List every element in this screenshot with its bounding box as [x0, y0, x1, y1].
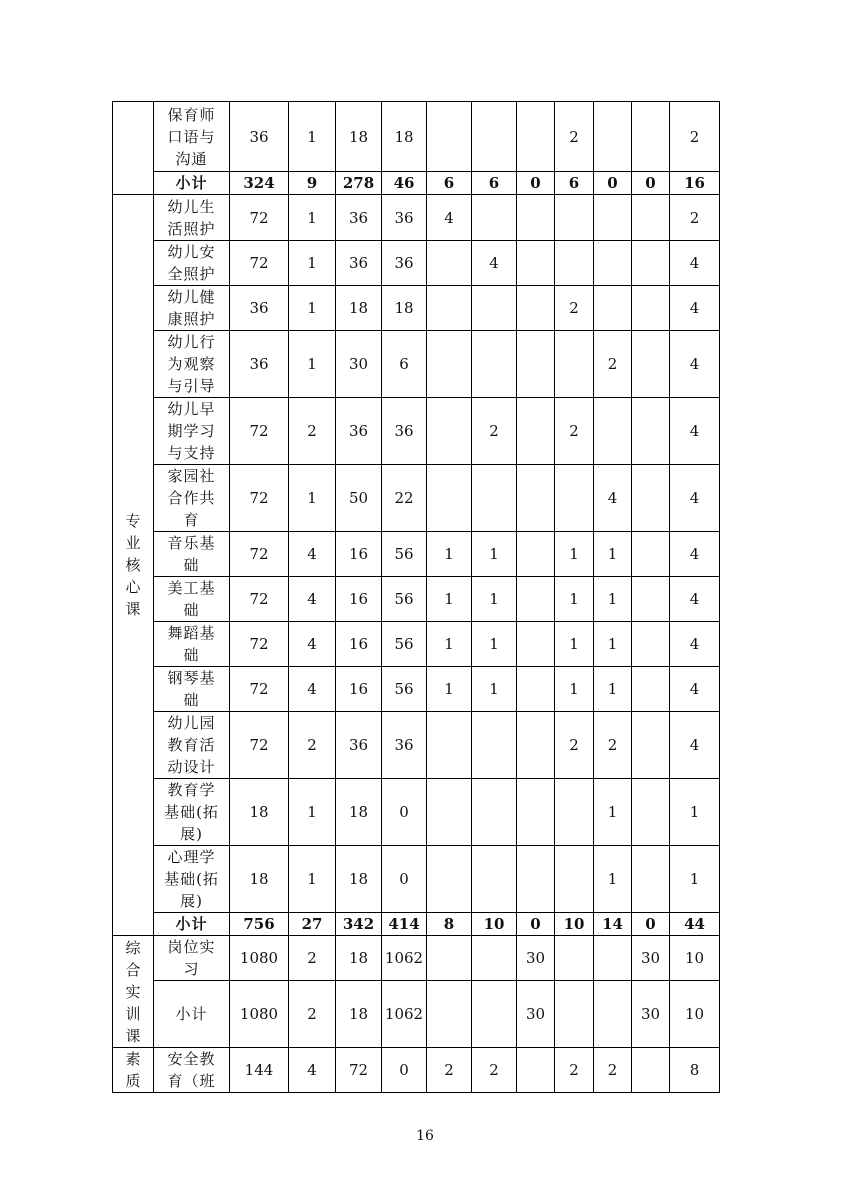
- course-name-cell: 保育师 口语与 沟通: [154, 102, 230, 172]
- course-name-cell: 幼儿行 为观察 与引导: [154, 331, 230, 398]
- course-name-cell: 幼儿安 全照护: [154, 241, 230, 286]
- course-name-cell: 幼儿生 活照护: [154, 195, 230, 241]
- value-cell: [472, 331, 517, 398]
- value-cell: [555, 331, 594, 398]
- value-cell: 2: [289, 398, 336, 465]
- value-cell: 56: [382, 667, 427, 712]
- value-cell: 72: [230, 195, 289, 241]
- value-cell: [517, 779, 555, 846]
- value-cell: 18: [336, 981, 382, 1048]
- value-cell: [472, 981, 517, 1048]
- category-cell: [113, 195, 154, 936]
- value-cell: 72: [230, 241, 289, 286]
- value-cell: [555, 465, 594, 532]
- value-cell: [555, 846, 594, 913]
- category-label: 综合实训课: [125, 938, 141, 1045]
- value-cell: 1: [289, 195, 336, 241]
- value-cell: [517, 241, 555, 286]
- table-row: [113, 398, 720, 465]
- value-cell: 1: [555, 532, 594, 577]
- value-cell: 2: [289, 936, 336, 981]
- value-cell: [517, 712, 555, 779]
- category-cell: [113, 102, 154, 195]
- value-cell: 18: [336, 779, 382, 846]
- value-cell: 4: [670, 532, 720, 577]
- value-cell: 0: [632, 172, 670, 195]
- value-cell: 2: [555, 398, 594, 465]
- value-cell: [632, 667, 670, 712]
- value-cell: [517, 532, 555, 577]
- value-cell: 9: [289, 172, 336, 195]
- value-cell: [472, 195, 517, 241]
- value-cell: [427, 981, 472, 1048]
- value-cell: [517, 398, 555, 465]
- table-row: [113, 622, 720, 667]
- value-cell: 342: [336, 913, 382, 936]
- value-cell: 1: [427, 667, 472, 712]
- value-cell: [517, 846, 555, 913]
- course-name-cell: 岗位实 习: [154, 936, 230, 981]
- table-row: [113, 241, 720, 286]
- table-row: [113, 1048, 720, 1093]
- value-cell: 18: [336, 936, 382, 981]
- value-cell: 4: [670, 286, 720, 331]
- value-cell: 14: [594, 913, 632, 936]
- value-cell: [427, 846, 472, 913]
- category-cell: [113, 936, 154, 1048]
- course-name-cell: 幼儿园 教育活 动设计: [154, 712, 230, 779]
- value-cell: 36: [336, 241, 382, 286]
- course-name-cell: 幼儿早 期学习 与支持: [154, 398, 230, 465]
- value-cell: [517, 622, 555, 667]
- value-cell: 36: [230, 286, 289, 331]
- table-body: [113, 102, 720, 1093]
- value-cell: 6: [427, 172, 472, 195]
- value-cell: 1: [555, 667, 594, 712]
- value-cell: 2: [594, 1048, 632, 1093]
- value-cell: 6: [472, 172, 517, 195]
- value-cell: [555, 195, 594, 241]
- value-cell: 0: [517, 172, 555, 195]
- course-name-cell: 小计: [154, 913, 230, 936]
- value-cell: 0: [517, 913, 555, 936]
- course-name-cell: 舞蹈基 础: [154, 622, 230, 667]
- value-cell: 4: [289, 532, 336, 577]
- value-cell: [632, 1048, 670, 1093]
- value-cell: [632, 286, 670, 331]
- value-cell: [632, 398, 670, 465]
- value-cell: 756: [230, 913, 289, 936]
- value-cell: 1: [472, 667, 517, 712]
- value-cell: 2: [289, 712, 336, 779]
- value-cell: [472, 779, 517, 846]
- value-cell: 1: [670, 779, 720, 846]
- course-name-cell: 幼儿健 康照护: [154, 286, 230, 331]
- value-cell: 2: [427, 1048, 472, 1093]
- value-cell: 2: [594, 331, 632, 398]
- value-cell: 0: [594, 172, 632, 195]
- table-row: [113, 532, 720, 577]
- value-cell: 22: [382, 465, 427, 532]
- value-cell: 2: [670, 102, 720, 172]
- curriculum-table: [112, 101, 720, 1093]
- value-cell: 30: [517, 981, 555, 1048]
- value-cell: 2: [555, 1048, 594, 1093]
- value-cell: [632, 712, 670, 779]
- course-name-cell: 美工基 础: [154, 577, 230, 622]
- value-cell: 27: [289, 913, 336, 936]
- value-cell: 30: [336, 331, 382, 398]
- value-cell: 8: [427, 913, 472, 936]
- value-cell: [594, 936, 632, 981]
- value-cell: 16: [336, 532, 382, 577]
- value-cell: 1: [472, 577, 517, 622]
- value-cell: 72: [230, 465, 289, 532]
- value-cell: [427, 102, 472, 172]
- value-cell: [427, 779, 472, 846]
- value-cell: 36: [382, 398, 427, 465]
- value-cell: 6: [382, 331, 427, 398]
- value-cell: 1: [289, 779, 336, 846]
- value-cell: 1: [594, 779, 632, 846]
- value-cell: 4: [670, 331, 720, 398]
- value-cell: [427, 712, 472, 779]
- value-cell: 36: [230, 331, 289, 398]
- value-cell: 4: [289, 1048, 336, 1093]
- value-cell: 2: [472, 1048, 517, 1093]
- value-cell: [427, 936, 472, 981]
- table-row: [113, 846, 720, 913]
- course-name-cell: 小计: [154, 981, 230, 1048]
- value-cell: 0: [382, 1048, 427, 1093]
- value-cell: 1080: [230, 936, 289, 981]
- value-cell: 1: [289, 286, 336, 331]
- value-cell: [472, 465, 517, 532]
- value-cell: [632, 331, 670, 398]
- value-cell: 4: [670, 465, 720, 532]
- value-cell: [594, 981, 632, 1048]
- value-cell: 1062: [382, 936, 427, 981]
- page-number: 16: [416, 1128, 434, 1144]
- value-cell: 4: [289, 577, 336, 622]
- value-cell: 72: [230, 622, 289, 667]
- value-cell: 1: [289, 241, 336, 286]
- value-cell: [517, 331, 555, 398]
- category-cell: [113, 1048, 154, 1093]
- value-cell: 1: [594, 622, 632, 667]
- course-name-cell: 钢琴基 础: [154, 667, 230, 712]
- value-cell: 1: [594, 667, 632, 712]
- value-cell: 1: [555, 577, 594, 622]
- value-cell: 1: [427, 577, 472, 622]
- value-cell: 30: [632, 981, 670, 1048]
- value-cell: 36: [382, 195, 427, 241]
- value-cell: 1: [472, 532, 517, 577]
- value-cell: [632, 622, 670, 667]
- value-cell: 1080: [230, 981, 289, 1048]
- value-cell: [517, 577, 555, 622]
- value-cell: 10: [555, 913, 594, 936]
- value-cell: [517, 1048, 555, 1093]
- value-cell: 50: [336, 465, 382, 532]
- value-cell: 4: [670, 577, 720, 622]
- value-cell: 16: [336, 577, 382, 622]
- value-cell: 72: [230, 712, 289, 779]
- value-cell: [427, 398, 472, 465]
- value-cell: 36: [382, 712, 427, 779]
- value-cell: [594, 286, 632, 331]
- table-row: [113, 286, 720, 331]
- value-cell: 56: [382, 532, 427, 577]
- value-cell: 72: [230, 398, 289, 465]
- category-label: 专业核心课: [125, 512, 141, 618]
- value-cell: 30: [517, 936, 555, 981]
- value-cell: [427, 465, 472, 532]
- value-cell: [517, 465, 555, 532]
- value-cell: 56: [382, 577, 427, 622]
- value-cell: [594, 241, 632, 286]
- value-cell: [517, 195, 555, 241]
- category-label: 素质: [125, 1050, 141, 1090]
- value-cell: [632, 577, 670, 622]
- course-name-cell: 音乐基 础: [154, 532, 230, 577]
- value-cell: 4: [670, 622, 720, 667]
- value-cell: 1: [289, 102, 336, 172]
- table-row: [113, 712, 720, 779]
- course-name-cell: 小计: [154, 172, 230, 195]
- table-row: [113, 195, 720, 241]
- value-cell: [632, 846, 670, 913]
- value-cell: 1: [472, 622, 517, 667]
- value-cell: 18: [336, 846, 382, 913]
- value-cell: 4: [289, 622, 336, 667]
- value-cell: [632, 102, 670, 172]
- value-cell: 18: [230, 779, 289, 846]
- value-cell: [632, 532, 670, 577]
- value-cell: 0: [632, 913, 670, 936]
- value-cell: 2: [670, 195, 720, 241]
- value-cell: 8: [670, 1048, 720, 1093]
- value-cell: 144: [230, 1048, 289, 1093]
- value-cell: [555, 779, 594, 846]
- value-cell: 1: [427, 532, 472, 577]
- table-row: [113, 667, 720, 712]
- table-row: [113, 331, 720, 398]
- value-cell: 10: [472, 913, 517, 936]
- value-cell: 324: [230, 172, 289, 195]
- value-cell: 4: [594, 465, 632, 532]
- table-row: [113, 779, 720, 846]
- value-cell: 36: [230, 102, 289, 172]
- value-cell: 18: [336, 286, 382, 331]
- value-cell: 18: [382, 102, 427, 172]
- value-cell: 16: [336, 622, 382, 667]
- value-cell: [555, 936, 594, 981]
- value-cell: [427, 331, 472, 398]
- value-cell: 1: [594, 532, 632, 577]
- value-cell: 18: [230, 846, 289, 913]
- value-cell: 46: [382, 172, 427, 195]
- value-cell: 10: [670, 936, 720, 981]
- course-name-cell: 心理学 基础(拓 展): [154, 846, 230, 913]
- value-cell: 4: [289, 667, 336, 712]
- value-cell: 72: [230, 667, 289, 712]
- value-cell: 1: [427, 622, 472, 667]
- value-cell: 2: [555, 712, 594, 779]
- value-cell: 4: [670, 241, 720, 286]
- value-cell: 16: [670, 172, 720, 195]
- course-name-cell: 安全教 育（班: [154, 1048, 230, 1093]
- value-cell: [594, 398, 632, 465]
- value-cell: [427, 286, 472, 331]
- value-cell: 414: [382, 913, 427, 936]
- value-cell: 36: [336, 195, 382, 241]
- value-cell: [632, 465, 670, 532]
- value-cell: [472, 102, 517, 172]
- subtotal-row: [113, 172, 720, 195]
- value-cell: 10: [670, 981, 720, 1048]
- value-cell: 30: [632, 936, 670, 981]
- table-row: [113, 102, 720, 172]
- value-cell: 72: [230, 532, 289, 577]
- value-cell: [594, 195, 632, 241]
- value-cell: 2: [289, 981, 336, 1048]
- value-cell: 1062: [382, 981, 427, 1048]
- value-cell: [472, 286, 517, 331]
- value-cell: [517, 667, 555, 712]
- value-cell: [632, 195, 670, 241]
- table-row: [113, 577, 720, 622]
- value-cell: 0: [382, 846, 427, 913]
- value-cell: 16: [336, 667, 382, 712]
- course-name-cell: 家园社 合作共 育: [154, 465, 230, 532]
- value-cell: 18: [336, 102, 382, 172]
- value-cell: 4: [427, 195, 472, 241]
- value-cell: 6: [555, 172, 594, 195]
- value-cell: 18: [382, 286, 427, 331]
- value-cell: 44: [670, 913, 720, 936]
- value-cell: 72: [230, 577, 289, 622]
- value-cell: 56: [382, 622, 427, 667]
- value-cell: 4: [670, 398, 720, 465]
- value-cell: [632, 779, 670, 846]
- table-row: [113, 936, 720, 981]
- value-cell: 1: [289, 465, 336, 532]
- table-row: [113, 465, 720, 532]
- value-cell: 36: [382, 241, 427, 286]
- value-cell: 4: [472, 241, 517, 286]
- value-cell: 0: [382, 779, 427, 846]
- value-cell: [472, 936, 517, 981]
- value-cell: 1: [289, 331, 336, 398]
- value-cell: 72: [336, 1048, 382, 1093]
- value-cell: 4: [670, 667, 720, 712]
- value-cell: 2: [555, 102, 594, 172]
- value-cell: 2: [594, 712, 632, 779]
- value-cell: 36: [336, 398, 382, 465]
- value-cell: [472, 712, 517, 779]
- value-cell: [517, 286, 555, 331]
- subtotal-row: [113, 981, 720, 1048]
- value-cell: [632, 241, 670, 286]
- value-cell: [517, 102, 555, 172]
- value-cell: [472, 846, 517, 913]
- value-cell: 1: [594, 577, 632, 622]
- value-cell: 1: [555, 622, 594, 667]
- course-name-cell: 教育学 基础(拓 展): [154, 779, 230, 846]
- value-cell: 2: [472, 398, 517, 465]
- subtotal-row: [113, 913, 720, 936]
- value-cell: [555, 981, 594, 1048]
- value-cell: 1: [289, 846, 336, 913]
- value-cell: [555, 241, 594, 286]
- value-cell: 2: [555, 286, 594, 331]
- value-cell: 4: [670, 712, 720, 779]
- value-cell: [427, 241, 472, 286]
- value-cell: [594, 102, 632, 172]
- value-cell: 1: [594, 846, 632, 913]
- value-cell: 278: [336, 172, 382, 195]
- value-cell: 1: [670, 846, 720, 913]
- value-cell: 36: [336, 712, 382, 779]
